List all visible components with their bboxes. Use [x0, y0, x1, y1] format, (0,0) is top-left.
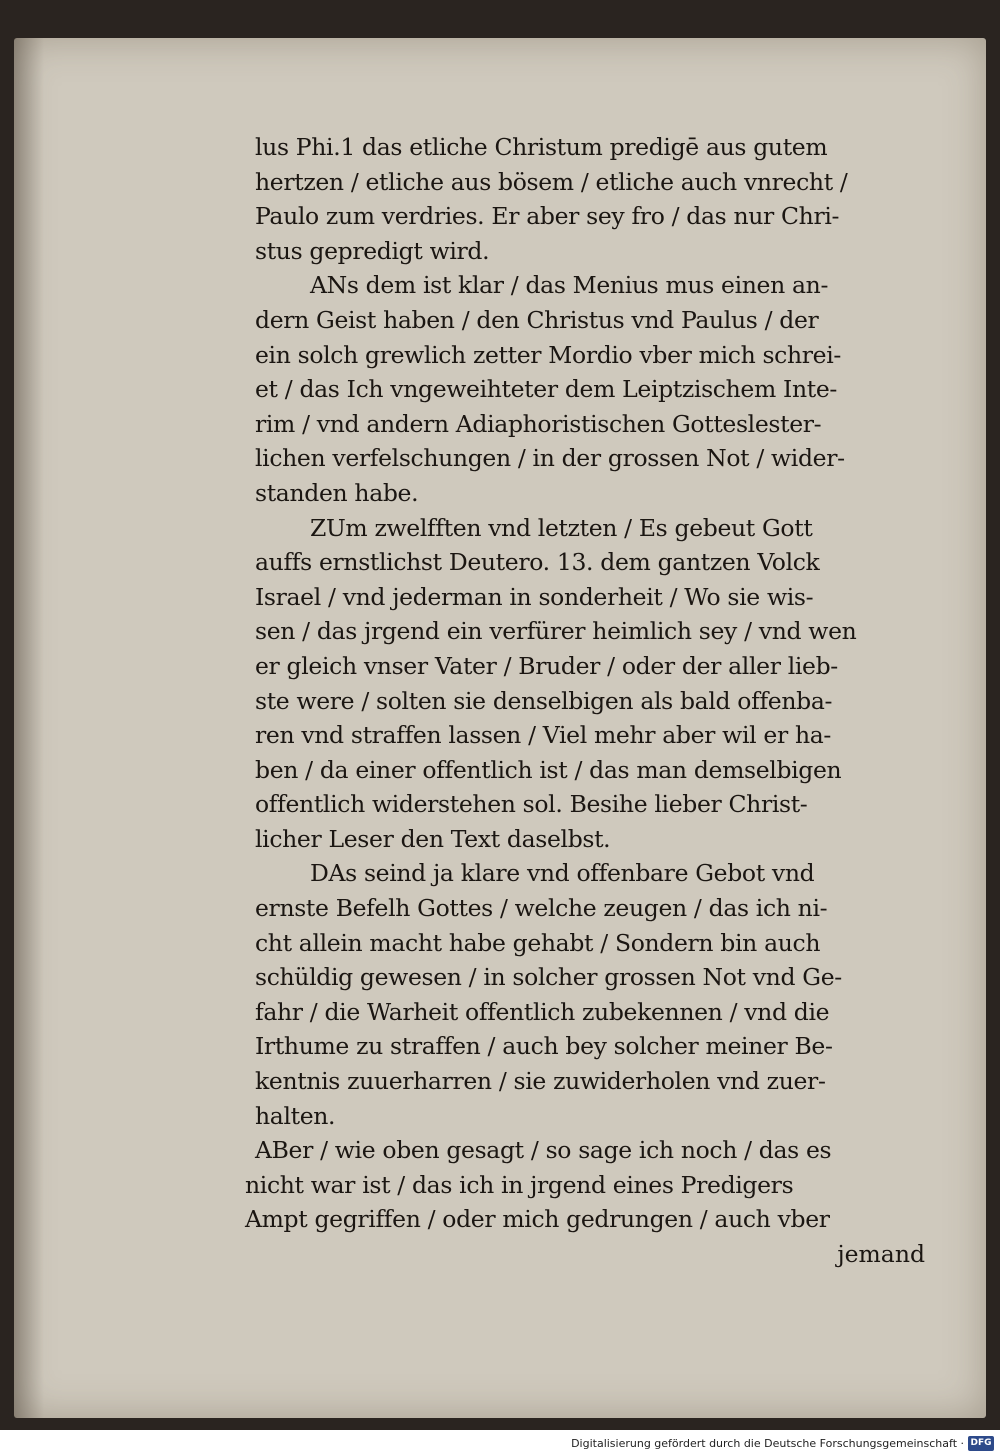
- text-line: lus Phi.1 das etliche Christum predigē aus gutem: [255, 133, 828, 161]
- text-line: Israel / vnd jederman in sonderheit / Wo sie wis-: [255, 582, 814, 611]
- text-line: offentlich widerstehen sol. Besihe lieber Christ-: [255, 790, 808, 819]
- text-line: ren vnd straffen lassen / Viel mehr aber wil er ha-: [255, 721, 831, 750]
- text-line: ein solch grewlich zetter Mordio vber mich schrei-: [255, 340, 841, 369]
- text-line: licher Leser den Text daselbst.: [255, 824, 611, 853]
- text-line: rim / vnd andern Adiaphoristischen Gotteslester-: [255, 409, 822, 438]
- text-line: Paulo zum verdries. Er aber sey fro / das nur Chri-: [255, 202, 840, 231]
- text-line: Irthume zu straffen / auch bey solcher meiner Be-: [255, 1032, 833, 1061]
- text-line: ben / da einer offentlich ist / das man demselbigen: [255, 755, 842, 784]
- text-line: schüldig gewesen / in solcher grossen Not vnd Ge-: [255, 963, 842, 992]
- text-line: hertzen / etliche aus bösem / etliche auch vnrecht /: [255, 167, 848, 196]
- text-line: ste were / solten sie denselbigen als bald offenba-: [255, 686, 833, 715]
- text-line: nicht war ist / das ich in jrgend eines Predigers: [245, 1170, 794, 1199]
- text-line: auffs ernstlichst Deutero. 13. dem gantzen Volck: [255, 548, 820, 577]
- text-line: stus gepredigt wird.: [255, 236, 490, 265]
- text-line: et / das Ich vngeweihteter dem Leiptzischem Inte-: [255, 375, 837, 404]
- text-line: er gleich vnser Vater / Bruder / oder der aller lieb-: [255, 651, 838, 680]
- dfg-logo-icon: DFG: [968, 1436, 994, 1451]
- page-gutter-shadow: [14, 38, 44, 1418]
- text-line: halten.: [255, 1101, 336, 1130]
- page-text: [245, 130, 955, 1272]
- text-line: lichen verfelschungen / in der grossen Not / wider-: [255, 444, 845, 473]
- text-line: dern Geist haben / den Christus vnd Paulus / der: [255, 305, 819, 334]
- text-line: sen / das jrgend ein verfürer heimlich sey / vnd wen: [255, 617, 857, 646]
- catchword: jemand: [837, 1240, 925, 1268]
- text-line: cht allein macht habe gehabt / Sondern bin auch: [255, 928, 821, 957]
- paragraph-start-line: ABer / wie oben gesagt / so sage ich noch / das es: [255, 1136, 832, 1165]
- paragraph-start-line: DAs seind ja klare vnd offenbare Gebot vnd: [310, 859, 815, 888]
- text-line: fahr / die Warheit offentlich zubekennen / vnd die: [255, 997, 830, 1026]
- footer-bar: [0, 1430, 1000, 1455]
- text-line: ernste Befelh Gottes / welche zeugen / das ich ni-: [255, 894, 828, 923]
- funding-credit: Digitalisierung gefördert durch die Deutsche Forschungsgemeinschaft ·: [571, 1437, 964, 1450]
- paragraph-start-line: ZUm zwelfften vnd letzten / Es gebeut Gott: [310, 513, 813, 542]
- paragraph-start-line: ANs dem ist klar / das Menius mus einen an-: [310, 271, 829, 300]
- text-line: kentnis zuuerharren / sie zuwiderholen vnd zuer-: [255, 1067, 826, 1096]
- text-line: standen habe.: [255, 478, 419, 507]
- text-line: Ampt gegriffen / oder mich gedrungen / auch vber: [245, 1205, 830, 1234]
